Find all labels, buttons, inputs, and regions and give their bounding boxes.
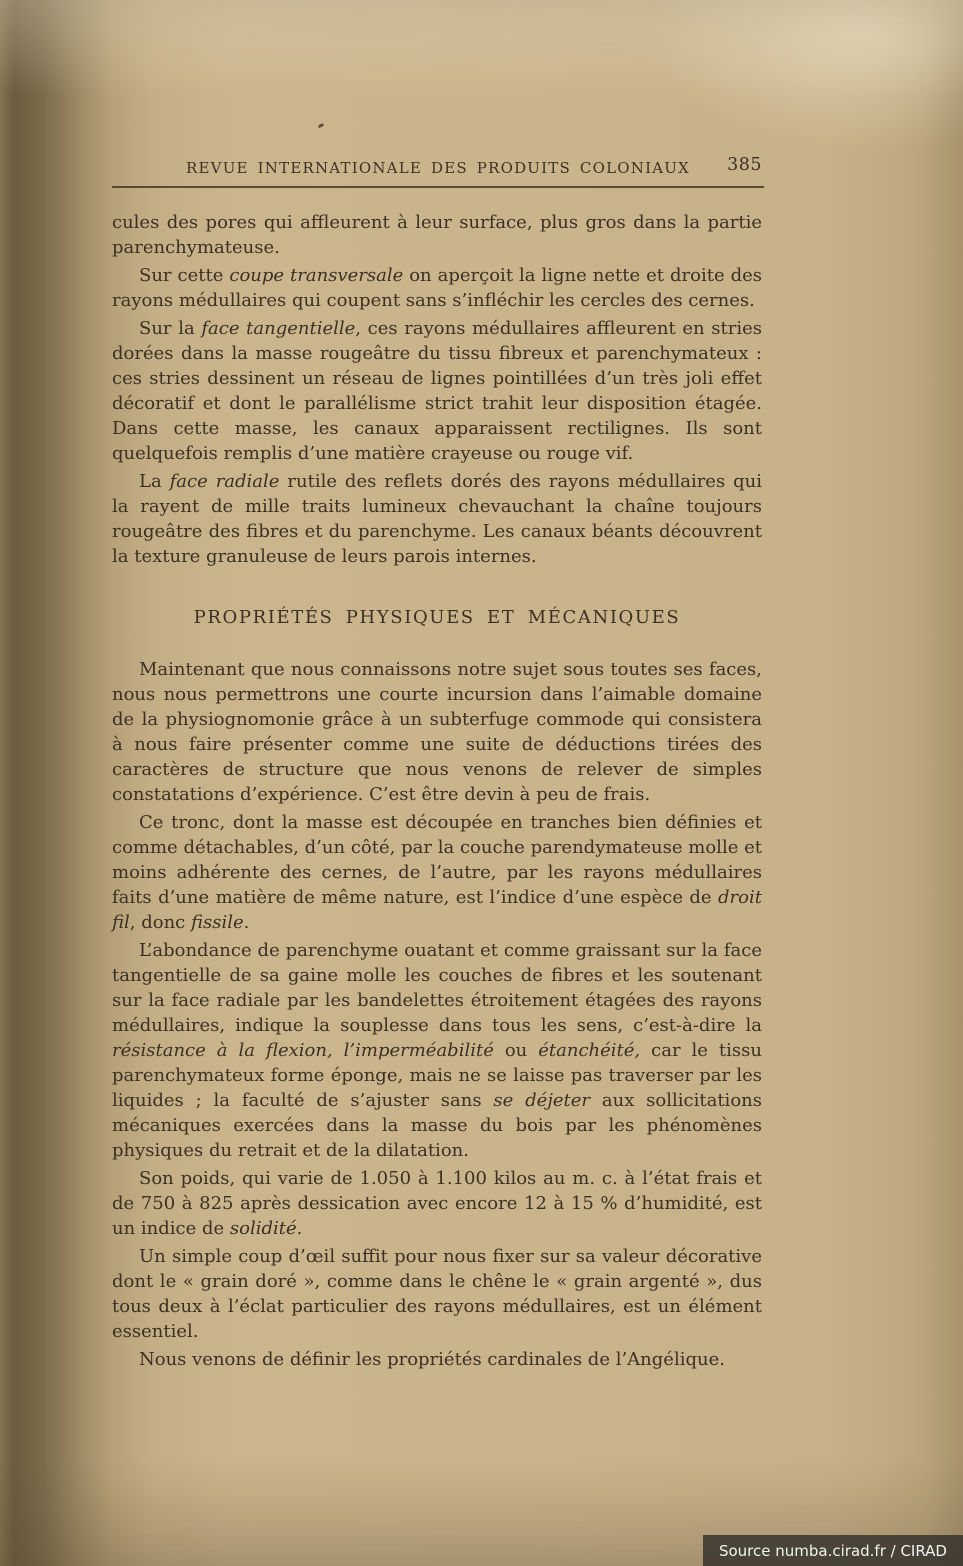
- italic-run: solidité: [229, 1218, 297, 1239]
- text-run: on aperçoit la ligne nette et droite des rayons médullaires qui coupent sans s’infléchir les cercles des cernes.: [112, 265, 762, 311]
- section-heading: PROPRIÉTÉS PHYSIQUES ET MÉCANIQUES: [193, 607, 681, 628]
- paragraph: [112, 1244, 762, 1344]
- italic-run: coupe transversale: [229, 265, 404, 286]
- source-attribution-bar: [703, 1535, 963, 1566]
- paragraph: [112, 210, 762, 260]
- text-run: .: [296, 1218, 303, 1239]
- text-run: rutile des reflets dorés des rayons médullaires qui la rayent de mille traits lumineux chevauchant la chaîne toujours rougeâtre des fibres et du parenchyme. Les canaux béants découvrent la texture granuleuse de leurs parois internes.: [112, 471, 763, 567]
- text-run: , ces rayons médullaires affleurent en stries dorées dans la masse rougeâtre du tissu fibreux et parenchymateux : ces stries dessinent un réseau de lignes pointillées d’un très joli effet décoratif et dont le parallélisme strict trahit leur disposition étagée. Dans cette masse, les canaux apparaissent rectilignes. Ils sont quelquefois remplis d’une matière crayeuse ou rouge vif.: [112, 318, 762, 464]
- text-run: car le tissu parenchymateux forme éponge, mais ne se laisse pas traverser par les liquides ; la faculté de s’ajuster sans: [112, 1040, 762, 1111]
- text-run: cules des pores qui affleurent à leur surface, plus gros dans la partie parenchymateuse.: [112, 212, 762, 258]
- text-run: Maintenant que nous connaissons notre sujet sous toutes ses faces, nous nous permettrons une courte incursion dans l’aimable domaine de la physiognomonie grâce à un subterfuge commode qui consistera à nous faire présenter comme une suite de déductions tirées des caractères de structure que nous venons de relever de simples constatations d’expérience. C’est être devin à peu de frais.: [112, 659, 762, 805]
- text-run: Sur la: [139, 318, 202, 339]
- ink-speck: [318, 123, 325, 128]
- text-run: L’abondance de parenchyme ouatant et comme graissant sur la face tangentielle de sa gaine molle les couches de fibres et les soutenant sur la face radiale par les bandelettes étroitement étagées des rayons médullaires, indique la souplesse dans tous les sens, c’est-à-dire la: [112, 940, 762, 1036]
- paragraph: [112, 263, 762, 313]
- italic-run: fissile: [190, 912, 244, 933]
- text-run: ou: [493, 1040, 539, 1061]
- italic-run: résistance à la flexion, l’imperméabilité: [112, 1040, 494, 1061]
- text-run: Un simple coup d’œil suffit pour nous fixer sur sa valeur décorative dont le « grain doré », comme dans le chêne le « grain argenté », dus tous deux à l’éclat particulier des rayons médullaires, est un élément essentiel.: [112, 1246, 762, 1342]
- text-run: Nous venons de définir les propriétés cardinales de l’Angélique.: [139, 1349, 725, 1370]
- text-run: , donc: [129, 912, 191, 933]
- text-run: aux sollicitations mécaniques exercées dans la masse du bois par les phénomènes physiques du retrait et de la dilatation.: [112, 1090, 762, 1161]
- text-run: La: [139, 471, 170, 492]
- paragraph: [112, 810, 762, 935]
- paragraph: [112, 316, 762, 466]
- italic-run: face radiale: [169, 471, 280, 492]
- text-run: Son poids, qui varie de 1.050 à 1.100 kilos au m. c. à l’état frais et de 750 à 825 après dessication avec encore 12 à 15 % d’humidité, est un indice de: [112, 1168, 762, 1239]
- journal-title: REVUE INTERNATIONALE DES PRODUITS COLONIAUX: [186, 159, 690, 177]
- paragraph: [112, 469, 762, 569]
- paragraph: [112, 1347, 762, 1372]
- text-run: .: [243, 912, 250, 933]
- paragraph: [112, 938, 762, 1163]
- text-run: Ce tronc, dont la masse est découpée en tranches bien définies et comme détachables, d’un côté, par la couche parendymateuse molle et moins adhérente des cernes, de l’autre, par les rayons médullaires faits d’une matière de même nature, est l’indice d’une espèce de: [112, 812, 762, 908]
- paragraph: [112, 657, 762, 807]
- italic-run: droit fil: [112, 887, 762, 933]
- page-header: [112, 155, 764, 188]
- page-number: 385: [727, 155, 762, 175]
- italic-run: se déjeter: [493, 1090, 591, 1111]
- source-attribution-text: Source numba.cirad.fr / CIRAD: [718, 1541, 947, 1560]
- italic-run: étanchéité,: [538, 1040, 641, 1061]
- page-body: [112, 210, 762, 1375]
- text-run: Sur cette: [139, 265, 230, 286]
- paragraph: [112, 1166, 762, 1241]
- italic-run: face tangentielle: [201, 318, 356, 339]
